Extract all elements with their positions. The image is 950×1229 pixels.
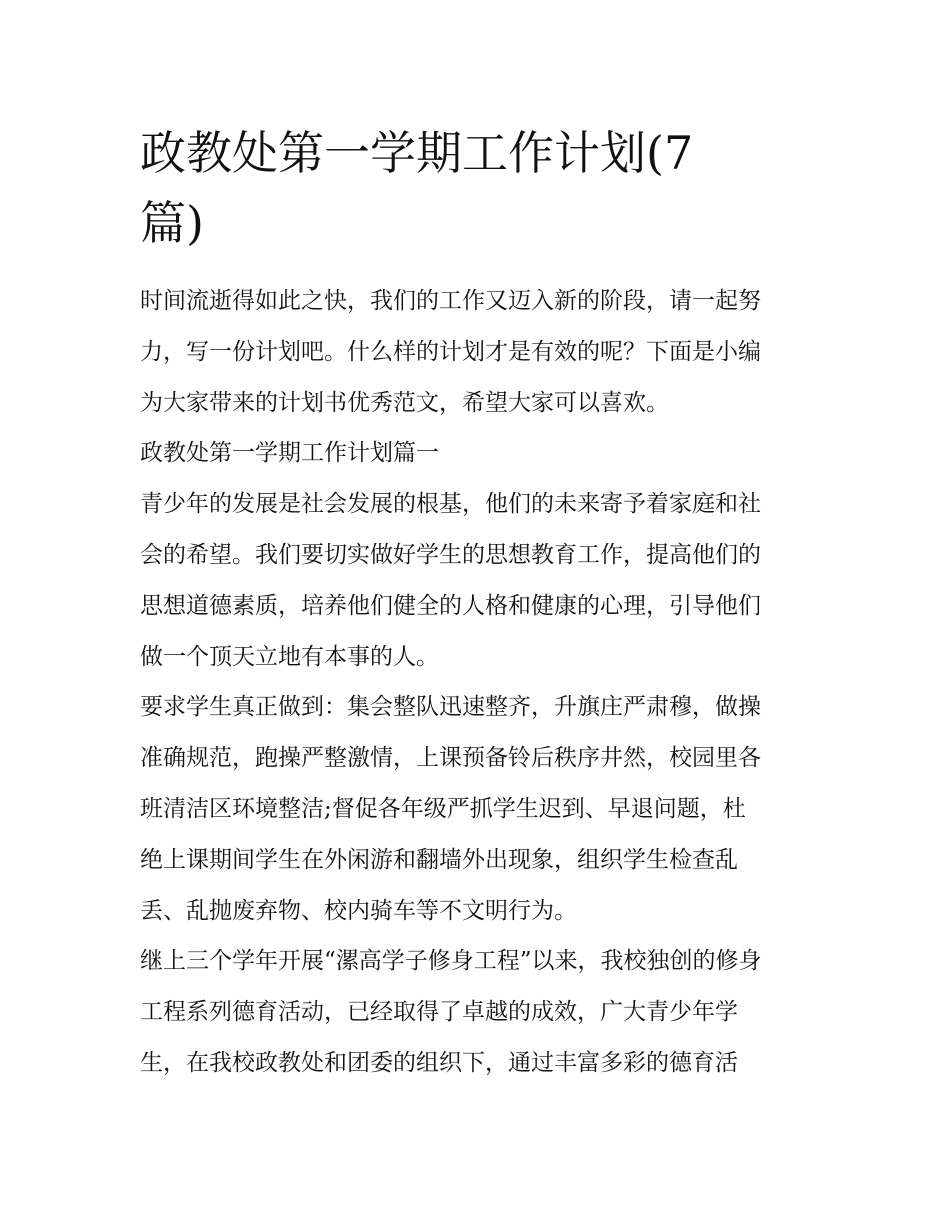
paragraph-1-line-4: 做一个顶天立地有本事的人。 xyxy=(140,643,439,670)
title-line-2: 篇) xyxy=(140,196,204,250)
intro-line-3: 为大家带来的计划书优秀范文，希望大家可以喜欢。 xyxy=(140,389,669,416)
paragraph-1-line-3: 思想道德素质，培养他们健全的人格和健康的心理，引导他们 xyxy=(140,592,761,619)
paragraph-2-line-3: 班清洁区环境整洁;督促各年级严抓学生迟到、早退问题，杜 xyxy=(140,795,746,822)
paragraph-3-line-2: 工程系列德育活动，已经取得了卓越的成效，广大青少年学 xyxy=(140,999,738,1026)
intro-line-2: 力，写一份计划吧。什么样的计划才是有效的呢？下面是小编 xyxy=(140,338,761,365)
title-line-1: 政教处第一学期工作计划(7 xyxy=(140,126,694,180)
paragraph-2-line-5: 丢、乱抛废弃物、校内骑车等不文明行为。 xyxy=(140,897,577,924)
paragraph-2-line-2: 准确规范，跑操严整激情，上课预备铃后秩序井然，校园里各 xyxy=(140,745,761,772)
section-heading: 政教处第一学期工作计划篇一 xyxy=(140,440,439,467)
intro-line-1: 时间流逝得如此之快，我们的工作又迈入新的阶段，请一起努 xyxy=(140,288,761,314)
paragraph-2-line-1: 要求学生真正做到：集会整队迅速整齐，升旗庄严肃穆，做操 xyxy=(140,694,761,721)
document-title xyxy=(140,118,780,258)
paragraph-3-line-1: 继上三个学年开展“漯高学子修身工程”以来，我校独创的修身 xyxy=(140,948,762,975)
paragraph-2-line-4: 绝上课期间学生在外闲游和翻墙外出现象，组织学生检查乱 xyxy=(140,846,738,873)
paragraph-1-line-1: 青少年的发展是社会发展的根基，他们的未来寄予着家庭和社 xyxy=(140,491,761,518)
paragraph-3-line-3: 生，在我校政教处和团委的组织下，通过丰富多彩的德育活 xyxy=(140,1049,738,1076)
document-body xyxy=(140,276,820,1089)
paragraph-1-line-2: 会的希望。我们要切实做好学生的思想教育工作，提高他们的 xyxy=(140,541,761,568)
